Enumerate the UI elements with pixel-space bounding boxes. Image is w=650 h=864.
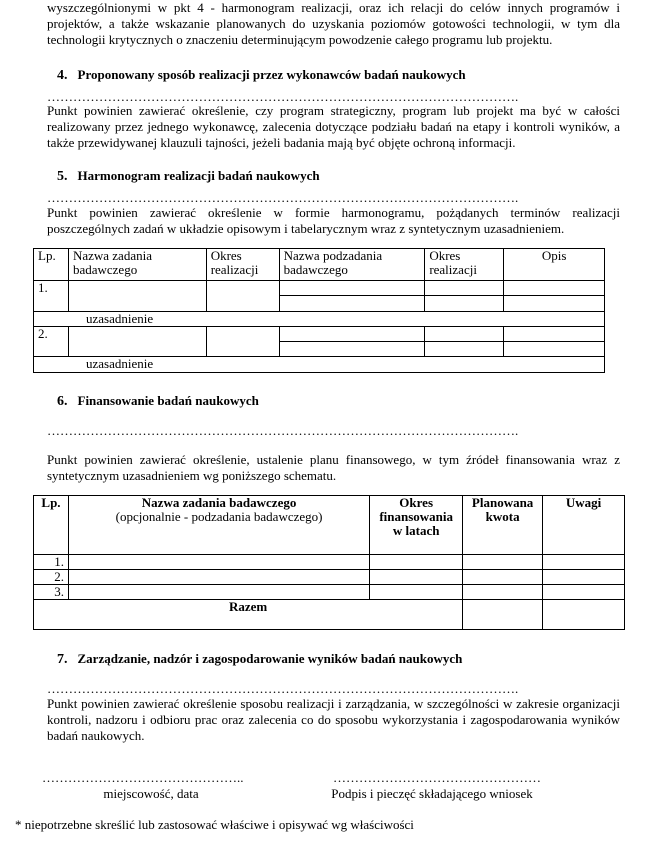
schedule-justification[interactable]: uzasadnienie bbox=[34, 312, 605, 327]
section-6-text: Punkt powinien zawierać określenie, ustalenie planu finansowego, w tym źródeł finansowania wraz z syntetycznym uzasadnieniem wg poniższego schematu. bbox=[47, 452, 620, 483]
financing-row-number: 2. bbox=[34, 570, 69, 585]
financing-header-task-sub: (opcjonalnie - podzadania badawczego) bbox=[115, 509, 323, 524]
section-6-number: 6. bbox=[57, 394, 68, 409]
section-5-number: 5. bbox=[57, 169, 68, 184]
intro-paragraph: wyszczególnionymi w pkt 4 - harmonogram realizacji, oraz ich relacji do celów innych programów i projektów, a także wskazanie planowanych do uzyskania poziomów gotowości technologii, w tym dla technologii krytycznych o znaczeniu determinującym powodzenie całego programu lub projektu. bbox=[47, 0, 620, 47]
financing-cell[interactable] bbox=[68, 555, 369, 570]
schedule-header-lp: Lp. bbox=[34, 249, 69, 281]
section-4-title: Proponowany sposób realizacji przez wykonawców badań naukowych bbox=[77, 67, 466, 82]
financing-cell[interactable] bbox=[370, 585, 463, 600]
schedule-cell[interactable] bbox=[425, 327, 504, 342]
section-4-text: Punkt powinien zawierać określenie, czy program strategiczny, program lub projekt ma być w całości realizowany przez jednego wykonawcę, zalecenia dotyczące podziału badań na etapy i kontroli wyników, a także przewidywanej klauzuli tajności, jeżeli badania mają być objęte ochroną informacji. bbox=[47, 103, 620, 150]
section-6-title: Finansowanie badań naukowych bbox=[77, 393, 259, 408]
schedule-row-number: 1. bbox=[34, 281, 69, 312]
financing-header-amount: Planowana kwota bbox=[463, 496, 543, 555]
schedule-cell[interactable] bbox=[425, 281, 504, 296]
section-7-title: Zarządzanie, nadzór i zagospodarowanie wyników badań naukowych bbox=[77, 651, 463, 666]
schedule-row-number: 2. bbox=[34, 327, 69, 357]
section-4-fill-line[interactable]: ………………………………………………………………………………………………. bbox=[47, 89, 519, 104]
section-5-fill-line[interactable]: ………………………………………………………………………………………………. bbox=[47, 190, 519, 205]
financing-cell[interactable] bbox=[370, 555, 463, 570]
schedule-justification[interactable]: uzasadnienie bbox=[34, 357, 605, 373]
schedule-header-subtask: Nazwa podzadania badawczego bbox=[279, 249, 425, 281]
schedule-header-task: Nazwa zadania badawczego bbox=[68, 249, 206, 281]
financing-header-task: Nazwa zadania badawczego bbox=[141, 495, 297, 510]
section-4-number: 4. bbox=[57, 68, 68, 83]
financing-cell[interactable] bbox=[68, 585, 369, 600]
place-date-label: miejscowość, data bbox=[103, 786, 199, 801]
section-7-fill-line[interactable]: ………………………………………………………………………………………………. bbox=[47, 681, 519, 696]
schedule-cell[interactable] bbox=[425, 342, 504, 357]
schedule-cell[interactable] bbox=[504, 327, 605, 342]
footnote: * niepotrzebne skreślić lub zastosować właściwe i opisywać wg właściwości bbox=[15, 817, 414, 832]
financing-total-amount[interactable] bbox=[463, 600, 543, 630]
financing-header-period: Okres finansowania w latach bbox=[370, 496, 463, 555]
financing-cell[interactable] bbox=[543, 585, 625, 600]
financing-cell[interactable] bbox=[543, 600, 625, 630]
schedule-header-description: Opis bbox=[504, 249, 605, 281]
section-5-text: Punkt powinien zawierać określenie w formie harmonogramu, pożądanych terminów realizacji poszczególnych zadań w układzie opisowym i tabelarycznym wraz z syntetycznym uzasadnieniem. bbox=[47, 205, 620, 236]
schedule-cell[interactable] bbox=[206, 281, 279, 312]
signature-label: Podpis i pieczęć składającego wniosek bbox=[331, 786, 533, 801]
schedule-cell[interactable] bbox=[504, 296, 605, 312]
financing-header-lp: Lp. bbox=[34, 496, 69, 555]
schedule-header-period: Okres realizacji bbox=[206, 249, 279, 281]
section-6-fill-line[interactable]: ………………………………………………………………………………………………. bbox=[47, 423, 519, 438]
financing-row-number: 1. bbox=[34, 555, 69, 570]
financing-cell[interactable] bbox=[463, 585, 543, 600]
financing-cell[interactable] bbox=[370, 570, 463, 585]
schedule-cell[interactable] bbox=[68, 327, 206, 357]
schedule-cell[interactable] bbox=[279, 296, 425, 312]
signature-field[interactable]: ………………………………………… bbox=[333, 770, 541, 785]
section-7-text: Punkt powinien zawierać określenie sposobu realizacji i zarządzania, w szczególności w zakresie organizacji kontroli, nadzoru i odbioru prac oraz zalecenia co do sposobu wykorzystania i zagospodarowania wyników badań naukowych. bbox=[47, 696, 620, 743]
section-5-heading bbox=[57, 168, 320, 185]
schedule-cell[interactable] bbox=[279, 327, 425, 342]
financing-cell[interactable] bbox=[463, 570, 543, 585]
schedule-cell[interactable] bbox=[279, 342, 425, 357]
schedule-cell[interactable] bbox=[279, 281, 425, 296]
financing-row-number: 3. bbox=[34, 585, 69, 600]
section-5-title: Harmonogram realizacji badań naukowych bbox=[77, 168, 320, 183]
financing-cell[interactable] bbox=[543, 570, 625, 585]
schedule-table bbox=[33, 248, 605, 373]
financing-table bbox=[33, 495, 625, 630]
financing-cell[interactable] bbox=[463, 555, 543, 570]
section-7-number: 7. bbox=[57, 652, 68, 667]
financing-cell[interactable] bbox=[68, 570, 369, 585]
schedule-cell[interactable] bbox=[504, 342, 605, 357]
schedule-cell[interactable] bbox=[68, 281, 206, 312]
schedule-cell[interactable] bbox=[504, 281, 605, 296]
financing-header-notes: Uwagi bbox=[543, 496, 625, 555]
section-7-heading bbox=[57, 651, 462, 668]
place-date-field[interactable]: ……………………………………….. bbox=[42, 770, 244, 785]
financing-total-label: Razem bbox=[34, 600, 463, 630]
financing-cell[interactable] bbox=[543, 555, 625, 570]
section-6-heading bbox=[57, 393, 259, 410]
section-4-heading bbox=[57, 67, 466, 84]
schedule-cell[interactable] bbox=[425, 296, 504, 312]
schedule-header-subtask-period: Okres realizacji bbox=[425, 249, 504, 281]
schedule-cell[interactable] bbox=[206, 327, 279, 357]
